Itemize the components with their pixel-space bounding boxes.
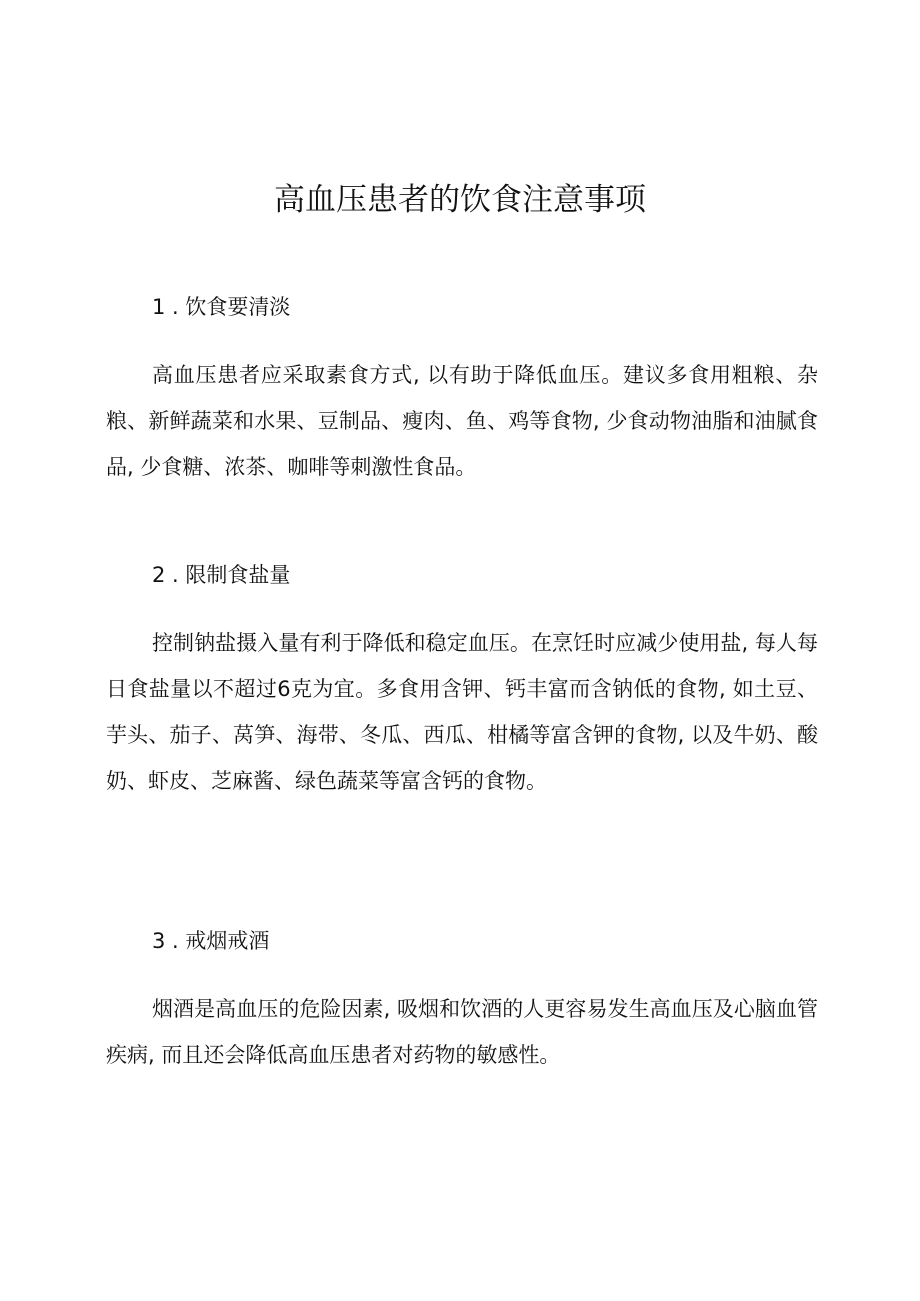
section-heading: 2 . 限制食盐量: [152, 563, 291, 587]
document-title: 高血压患者的饮食注意事项: [274, 182, 646, 218]
section-paragraph: 高血压患者应采取素食方式, 以有助于降低血压。建议多食用粗粮、杂粮、新鲜蔬菜和水果、豆制品、瘦肉、鱼、鸡等食物, 少食动物油脂和油腻食品, 少食糖、浓茶、咖啡等刺激性食品。: [106, 363, 818, 479]
section-paragraph: 控制钠盐摄入量有利于降低和稳定血压。在烹饪时应减少使用盐, 每人每日食盐量以不超过6克为宜。多食用含钾、钙丰富而含钠低的食物, 如土豆、芋头、茄子、莴笋、海带、冬瓜、西瓜、柑橘等富含钾的食物, 以及牛奶、酸奶、虾皮、芝麻酱、绿色蔬菜等富含钙的食物。: [106, 631, 818, 793]
section-heading: 1 . 饮食要清淡: [152, 295, 291, 319]
section-heading: 3 . 戒烟戒酒: [152, 929, 270, 953]
section-paragraph: 烟酒是高血压的危险因素, 吸烟和饮酒的人更容易发生高血压及心脑血管疾病, 而且还会降低高血压患者对药物的敏感性。: [106, 997, 818, 1067]
